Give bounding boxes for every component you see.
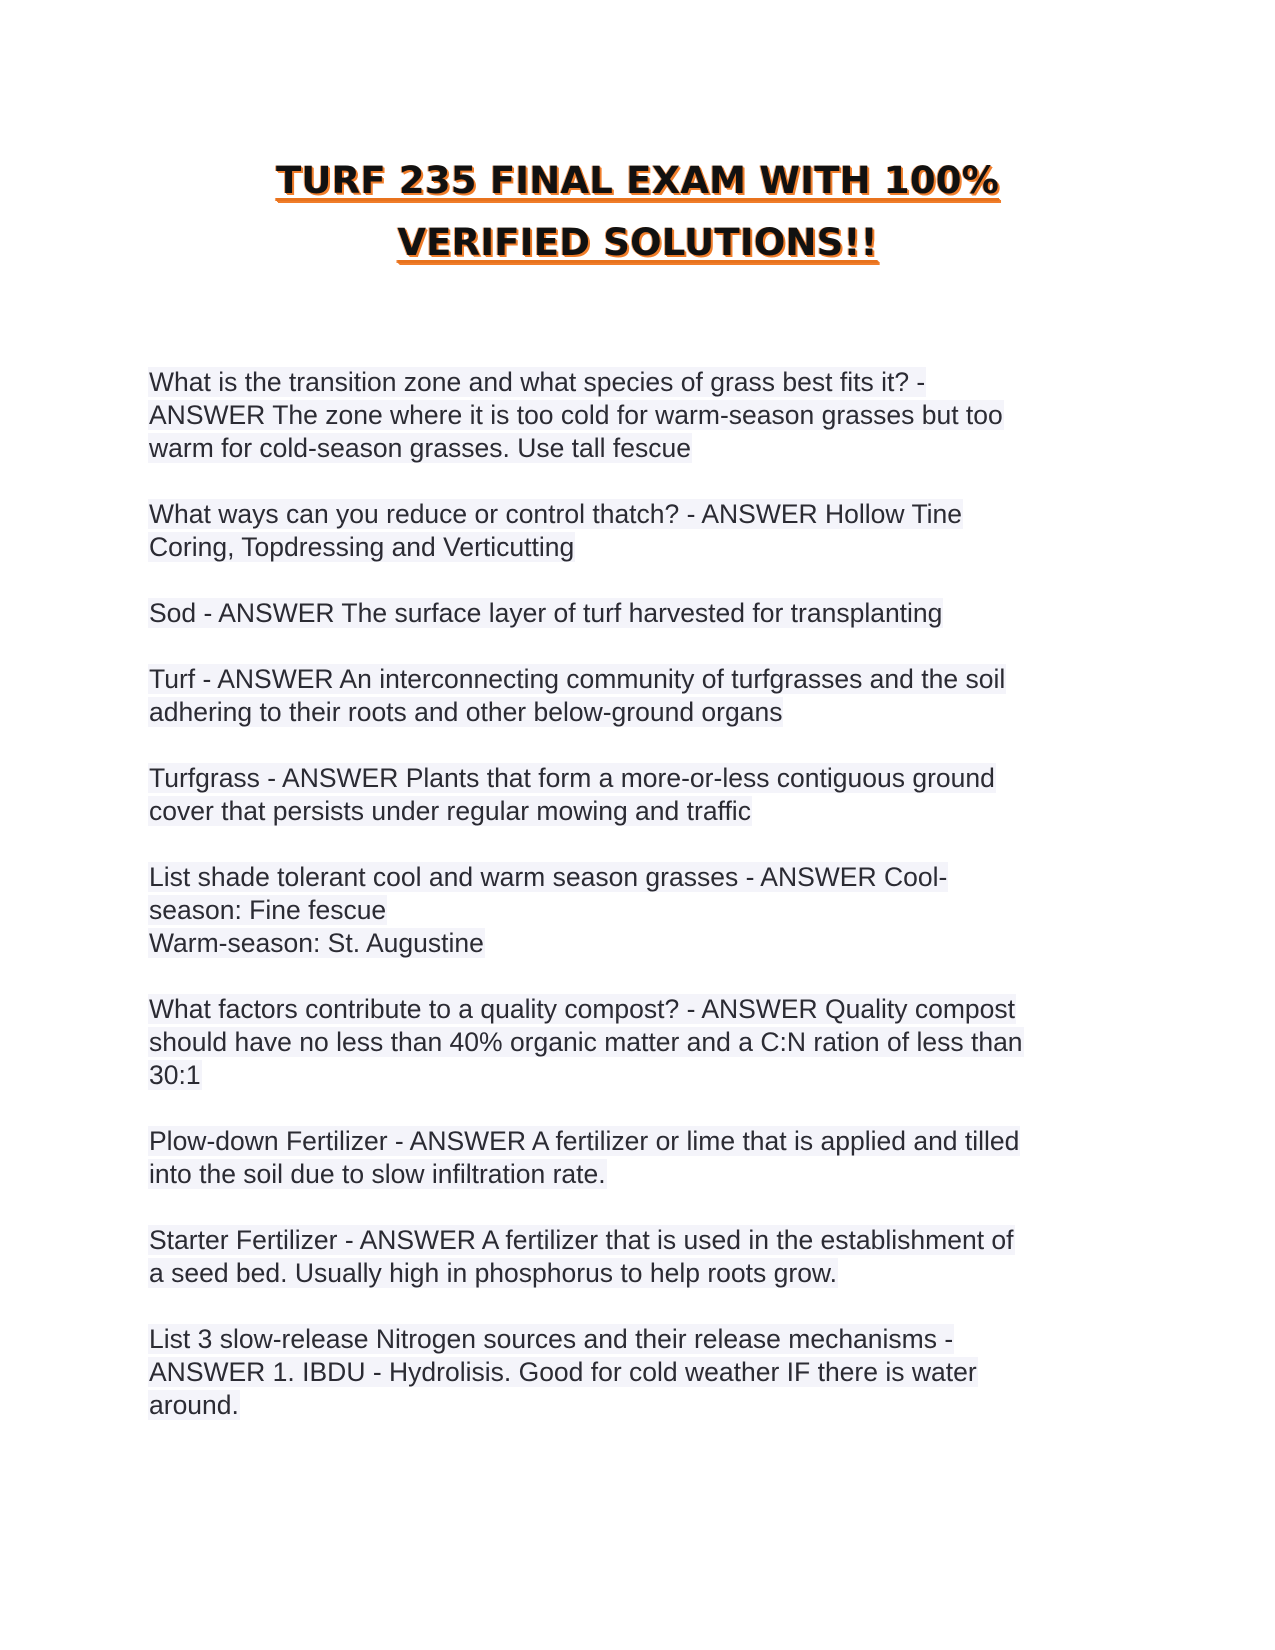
qa-entry-shade-tolerant bbox=[148, 861, 1128, 960]
qa-text-line: adhering to their roots and other below-ground organs bbox=[149, 697, 783, 727]
qa-text-line: List shade tolerant cool and warm season grasses - ANSWER Cool- bbox=[149, 862, 948, 892]
qa-list bbox=[148, 366, 1128, 1455]
qa-text-line: cover that persists under regular mowing and traffic bbox=[149, 796, 751, 826]
qa-text-line: List 3 slow-release Nitrogen sources and their release mechanisms - bbox=[149, 1324, 954, 1354]
qa-text-line: Warm-season: St. Augustine bbox=[149, 928, 484, 958]
qa-text-line: What ways can you reduce or control thatch? - ANSWER Hollow Tine bbox=[149, 499, 963, 529]
qa-entry-starter-fertilizer bbox=[148, 1224, 1128, 1290]
qa-text-line: ANSWER The zone where it is too cold for warm-season grasses but too bbox=[149, 400, 1003, 430]
qa-entry-compost bbox=[148, 993, 1128, 1092]
qa-text-line: 30:1 bbox=[149, 1060, 201, 1090]
qa-entry-turfgrass bbox=[148, 762, 1128, 828]
document-title bbox=[0, 150, 1275, 274]
qa-text-line: Plow-down Fertilizer - ANSWER A fertilizer or lime that is applied and tilled bbox=[149, 1126, 1020, 1156]
qa-text-line: What factors contribute to a quality compost? - ANSWER Quality compost bbox=[149, 994, 1016, 1024]
qa-text-line: warm for cold-season grasses. Use tall fescue bbox=[149, 433, 691, 463]
qa-text-line: What is the transition zone and what species of grass best fits it? - bbox=[149, 367, 926, 397]
qa-text-line: Turfgrass - ANSWER Plants that form a more-or-less contiguous ground bbox=[149, 763, 995, 793]
qa-text-line: a seed bed. Usually high in phosphorus to help roots grow. bbox=[149, 1258, 837, 1288]
qa-text-line: around. bbox=[149, 1390, 239, 1420]
qa-text-line: season: Fine fescue bbox=[149, 895, 387, 925]
qa-entry-thatch bbox=[148, 498, 1128, 564]
qa-entry-transition-zone bbox=[148, 366, 1128, 465]
qa-text-line: Starter Fertilizer - ANSWER A fertilizer that is used in the establishment of bbox=[149, 1225, 1014, 1255]
qa-entry-plow-down-fertilizer bbox=[148, 1125, 1128, 1191]
qa-text-line: Coring, Topdressing and Verticutting bbox=[149, 532, 575, 562]
qa-text-line: Turf - ANSWER An interconnecting community of turfgrasses and the soil bbox=[149, 664, 1006, 694]
qa-text-line: should have no less than 40% organic matter and a C:N ration of less than bbox=[149, 1027, 1023, 1057]
qa-entry-slow-release-nitrogen bbox=[148, 1323, 1128, 1422]
title-line-1: TURF 235 FINAL EXAM WITH 100% bbox=[275, 159, 1000, 202]
qa-text-line: into the soil due to slow infiltration rate. bbox=[149, 1159, 606, 1189]
qa-text-line: ANSWER 1. IBDU - Hydrolisis. Good for cold weather IF there is water bbox=[149, 1357, 977, 1387]
title-line-2: VERIFIED SOLUTIONS!! bbox=[397, 221, 878, 264]
qa-entry-sod bbox=[148, 597, 1128, 630]
qa-entry-turf bbox=[148, 663, 1128, 729]
qa-text-line: Sod - ANSWER The surface layer of turf harvested for transplanting bbox=[149, 598, 943, 628]
